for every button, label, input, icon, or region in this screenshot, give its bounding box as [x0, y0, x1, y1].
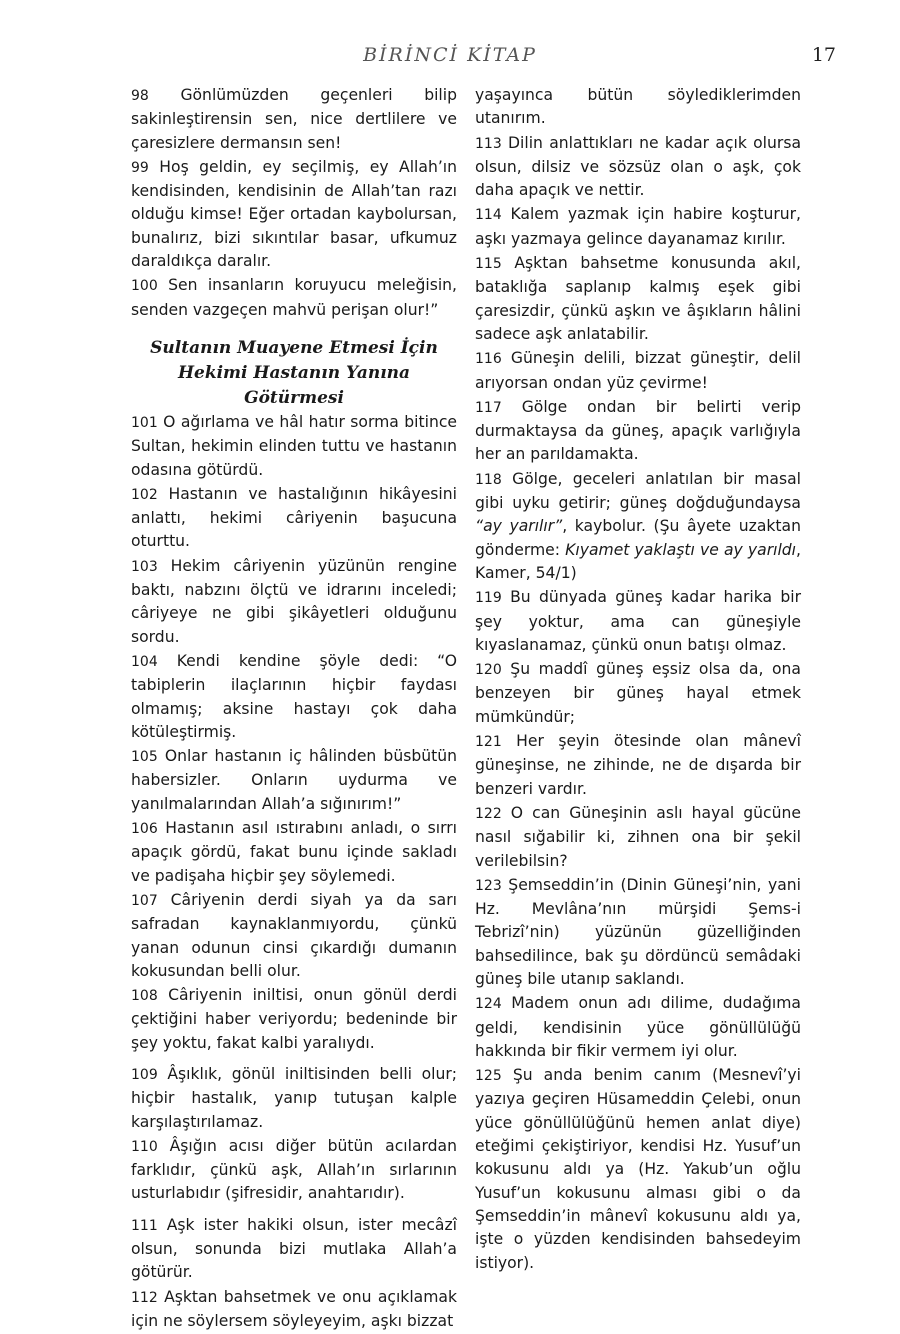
verse-text: Hekim câriyenin yüzünün rengine baktı, nabzını ölçtü ve idrarını inceledi; câriyeye ne gibi şikâyetleri olduğunu sordu. — [131, 556, 457, 646]
verse-number: 104 — [131, 653, 158, 670]
verse — [131, 1286, 457, 1334]
page-number: 17 — [811, 44, 836, 66]
verse — [475, 347, 801, 395]
verse-number: 105 — [131, 749, 158, 766]
verse-number: 99 — [131, 159, 149, 176]
verse-text: Hastanın ve hastalığının hikâyesini anlattı, hekimi câriyenin başucuna oturttu. — [131, 484, 457, 551]
verse-text: Güneşin delili, bizzat güneştir, delil arıyorsan ondan yüz çevirme! — [475, 349, 801, 392]
verse-text: Kendi kendine şöyle dedi: “O tabiplerin ilaçlarının hiçbir faydası olmamış; aksine hastayı çok daha kötüleştirmiş. — [131, 651, 457, 741]
verse-text: Gölge ondan bir belirti verip durmaktaysa da güneş, apaçık varlığıyla her an parıldamakta. — [475, 397, 801, 464]
verse-number: 120 — [475, 662, 502, 679]
verse-number: 113 — [475, 135, 502, 152]
left-column — [131, 84, 457, 1334]
verse-text-post: , Kamer, 54/1) — [475, 540, 801, 582]
verse — [475, 132, 801, 203]
verse-number: 100 — [131, 278, 158, 295]
verse-number: 122 — [475, 805, 502, 822]
verse — [131, 745, 457, 816]
verse-number: 107 — [131, 892, 158, 909]
verse — [131, 650, 457, 744]
verse-text: Câriyenin derdi siyah ya da sarı safradan kaynaklanmıyordu, çünkü yanan odunun cinsi çıkardığı dumanın kokusundan belli olur. — [131, 890, 457, 980]
verse-number: 121 — [475, 734, 502, 751]
verse-text: Onlar hastanın iç hâlinden büsbütün habersizler. Onların uydurma ve yanılmalarından Allah’a sığınırım!” — [131, 747, 458, 813]
verse-text: O ağırlama ve hâl hatır sorma bitince Sultan, hekimin elinden tuttu ve hastanın odasına götürdü. — [131, 412, 457, 479]
verse-text: Her şeyin ötesinde olan mânevî güneşinse, ne zihinde, ne de dışarda bir benzeri vardır. — [475, 732, 801, 798]
verse-number: 114 — [475, 207, 502, 224]
verse — [131, 411, 457, 482]
verse — [475, 252, 801, 346]
verse — [475, 203, 801, 251]
verse-number: 108 — [131, 988, 158, 1005]
verse — [131, 1214, 457, 1285]
verse-number: 118 — [475, 471, 502, 488]
verse — [131, 984, 457, 1055]
verse-number: 103 — [131, 558, 158, 575]
verse-number: 101 — [131, 414, 158, 431]
quoted-phrase: “ay yarılır” — [475, 517, 563, 536]
verse-text: Sen insanların koruyucu meleğisin, senden vazgeçen mahvü perişan olur!” — [131, 276, 457, 319]
verse — [131, 84, 457, 155]
verse-number: 116 — [475, 351, 502, 368]
verse-text: Gönlümüzden geçenleri bilip sakinleştirensin sen, nice dertlilere ve çaresizlere dermansın sen! — [131, 86, 457, 152]
verse — [475, 802, 801, 873]
verse-text: Şemseddin’in (Dinin Güneşi’nin, yani Hz. Mevlâna’nın mürşidi Şems-i Tebrizî’nin) yüzünün güzelliğinden bahsedilince, bak şu dördüncü semâdaki güneş bile utanıp saklandı. — [475, 875, 801, 988]
verse — [475, 396, 801, 467]
verse-number: 109 — [131, 1066, 158, 1083]
verse-number: 106 — [131, 821, 158, 838]
verse-text: Aşktan bahsetme konusunda akıl, bataklığa saplanıp kalmış eşek gibi çaresizdir, çünkü aşkın ve âşıkların hâlini sadece aşk anlatabilir. — [475, 254, 801, 343]
verse-text: Dilin anlattıkları ne kadar açık olursa olsun, dilsiz ve sözsüz olan o aşk, çok daha apaçık ve nettir. — [475, 133, 801, 200]
verse — [131, 817, 457, 888]
verse-text: Âşıklık, gönül iniltisinden belli olur; hiçbir hastalık, yanıp tutuşan kalple karşılaştırılamaz. — [131, 1064, 457, 1131]
verse-continuation: yaşayınca bütün söylediklerimden utanırım. — [475, 86, 801, 128]
verse-number: 124 — [475, 996, 502, 1013]
verse-text: Aşk ister hakiki olsun, ister mecâzî olsun, sonunda bizi mutlaka Allah’a götürür. — [131, 1215, 457, 1282]
running-header-title: BİRİNCİ KİTAP — [363, 44, 537, 66]
verse-number: 115 — [475, 256, 502, 273]
verse — [131, 889, 457, 983]
verse-number: 111 — [131, 1217, 158, 1234]
verse-text: Hastanın asıl ıstırabını anladı, o sırrı apaçık gördü, fakat bunu içinde sakladı ve padişaha hiçbir şey söylemedi. — [131, 819, 457, 885]
verse-number: 112 — [131, 1289, 158, 1306]
verse-text-pre: Gölge, geceleri anlatılan bir masal gibi uyku getirir; güneş doğduğundaysa — [475, 469, 801, 513]
verse-text: Âşığın acısı diğer bütün acılardan farklıdır, çünkü aşk, Allah’ın sırlarının usturlabıdır (şifresidir, anahtarıdır). — [131, 1136, 457, 1203]
verse-text: Bu dünyada güneş kadar harika bir şey yoktur, ama can güneşiyle kıyaslanamaz, çünkü onun batışı olmaz. — [475, 588, 801, 654]
verse-text: O can Güneşinin aslı hayal gücüne nasıl sığabilir ki, zihnen ona bir şekil verilebilsin? — [475, 803, 801, 870]
verse-number: 102 — [131, 486, 158, 503]
verse — [475, 586, 801, 657]
verse-number: 125 — [475, 1068, 502, 1085]
section-heading: Sultanın Muayene Etmesi İçin Hekimi Hastanın Yanına Götürmesi — [150, 337, 438, 408]
verse — [475, 468, 801, 585]
verse-text: Şu anda benim canım (Mesnevî’yi yazıya geçiren Hüsameddin Çelebi, onun yüce gönüllülüğünü hemen anlat diye) eteğimi çekiştiriyor, kendisi Hz. Yusuf’un kokusunu aldı ya (Hz. Yakub’un oğlu Yusuf’un kokusunu alması gibi o da Şemseddin’in mânevî kokusunu aldı ya, işte o yüzden kendisinden bahsedeyim istiyor). — [475, 1066, 801, 1272]
verse — [131, 156, 457, 273]
ayah-quote: Kıyamet yaklaştı ve ay yarıldı — [565, 540, 797, 559]
verse — [475, 730, 801, 801]
verse — [475, 1064, 801, 1275]
verse — [475, 992, 801, 1063]
right-column — [475, 84, 801, 1276]
verse-text-mid: , kaybolur. (Şu âyete uzaktan gönderme: — [475, 517, 801, 559]
verse-number: 98 — [131, 88, 149, 104]
verse — [475, 874, 801, 991]
verse-number: 117 — [475, 399, 502, 416]
verse — [131, 1135, 457, 1206]
verse-text: Şu maddî güneş eşsiz olsa da, ona benzeyen bir güneş hayal etmek mümkündür; — [475, 660, 801, 726]
verse-number: 119 — [475, 590, 502, 607]
verse — [131, 1063, 457, 1134]
verse-text: Aşktan bahsetmek ve onu açıklamak için ne söylersem söyleyeyim, aşkı bizzat — [131, 1287, 457, 1330]
verse — [131, 483, 457, 554]
verse — [131, 274, 457, 322]
verse-number: 110 — [131, 1138, 158, 1155]
verse-number: 123 — [475, 877, 502, 894]
verse — [131, 555, 457, 649]
verse-text: Hoş geldin, ey seçilmiş, ey Allah’ın kendisinden, kendisinin de Allah’tan razı olduğu kimse! Eğer ortadan kaybolursan, bunalırız, bizi sıkıntılar basar, ufkumuz daraldıkça daralır. — [131, 157, 458, 271]
verse-text: Câriyenin iniltisi, onun gönül derdi çektiğini haber veriyordu; bedeninde bir şey yoktu, fakat kalbi yaralıydı. — [131, 986, 457, 1052]
verse — [475, 658, 801, 729]
verse-text: Madem onun adı dilime, dudağıma geldi, kendisinin yüce gönüllülüğü hakkında bir fikir vermem iyi olur. — [475, 994, 801, 1060]
verse-text: Kalem yazmak için habire koşturur, aşkı yazmaya gelince dayanamaz kırılır. — [475, 205, 801, 248]
